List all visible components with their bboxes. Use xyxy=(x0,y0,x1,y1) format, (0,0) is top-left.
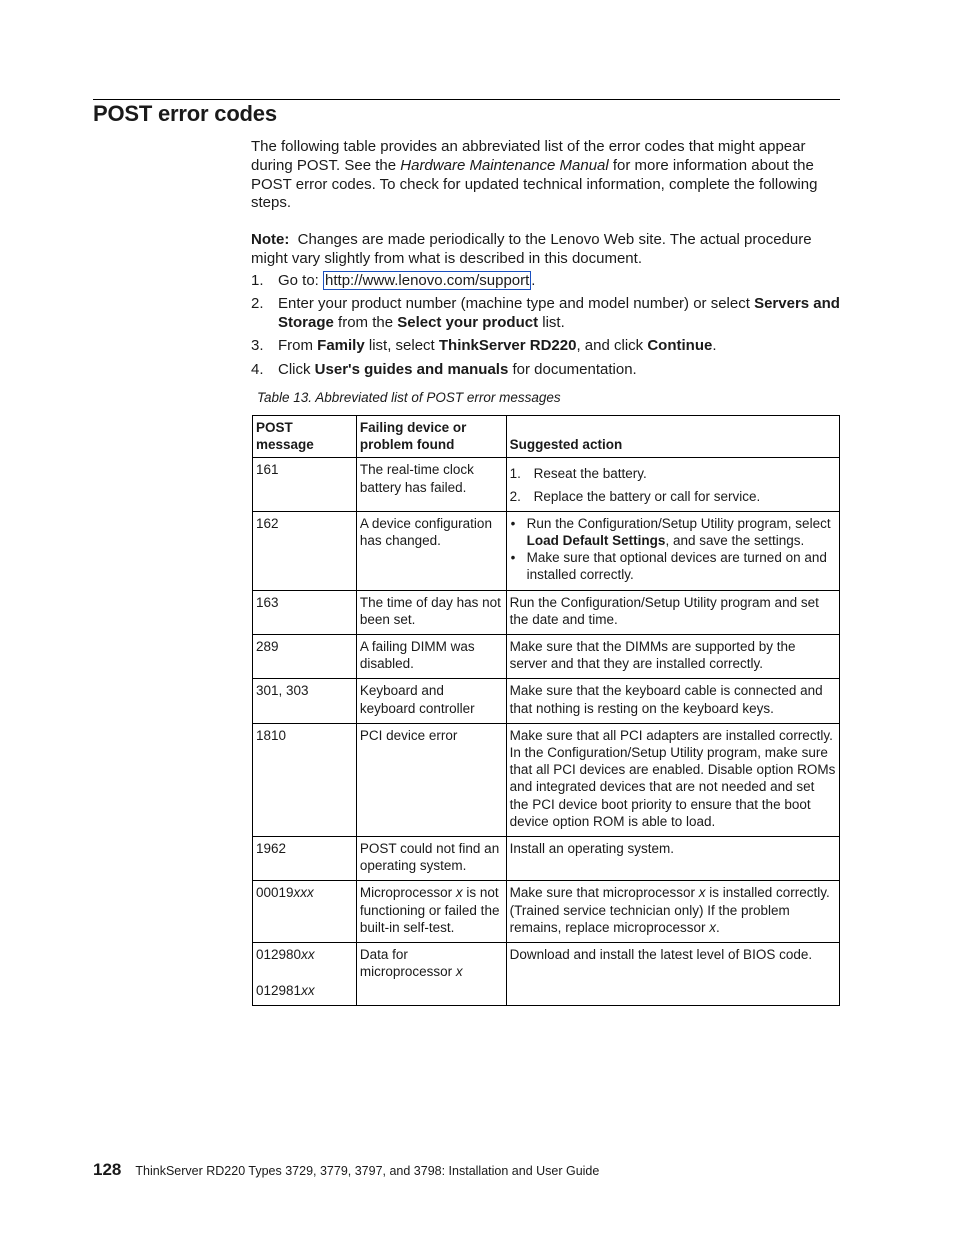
intro-paragraph xyxy=(251,138,843,213)
suggested-action xyxy=(506,458,839,511)
code-variable: xx xyxy=(301,947,315,963)
action-text: Make sure that microprocessor xyxy=(509,885,699,901)
column-header-failing-device: Failing device or problem found xyxy=(356,416,506,458)
table-row xyxy=(253,511,840,590)
action-text: Run the Configuration/Setup Utility program, select xyxy=(526,515,831,531)
action-bullet: • Make sure that optional devices are turned on and installed correctly. xyxy=(510,550,827,583)
table-row xyxy=(253,458,840,511)
failing-device: A failing DIMM was disabled. xyxy=(356,635,506,679)
manual-title: Hardware Maintenance Manual xyxy=(400,156,609,174)
step-text: Go to: xyxy=(278,272,324,289)
action-variable: x xyxy=(698,885,706,901)
note-paragraph xyxy=(251,231,843,269)
suggested-action: Make sure that the DIMMs are supported by the server and that they are installed correctly. xyxy=(506,635,839,679)
steps-list xyxy=(251,272,843,384)
step-text: Enter your product number (machine type and model number) or select xyxy=(278,295,755,313)
step-text: From xyxy=(278,337,318,355)
step-item xyxy=(251,361,843,380)
suggested-action: Run the Configuration/Setup Utility program and set the date and time. xyxy=(506,590,839,634)
support-link[interactable]: http://www.lenovo.com/support xyxy=(325,272,530,289)
step-text: . xyxy=(712,337,717,355)
failing-device: The real-time clock battery has failed. xyxy=(356,458,506,511)
action-bullet: • Run the Configuration/Setup Utility program, select Load Default Settings, and save the settings. xyxy=(510,515,831,549)
action-text: , and save the settings. xyxy=(665,533,805,549)
step-bold: Servers and Storage xyxy=(278,295,840,332)
suggested-action: Install an operating system. xyxy=(506,837,839,881)
failing-device: A device configuration has changed. xyxy=(356,511,506,590)
suggested-action: Make sure that all PCI adapters are installed correctly. In the Configuration/Setup Utility program, make sure that all PCI devices are enabled. Disable option ROMs and integrated devices that are not needed and set the PCI device boot priority to ensure that the boot device option ROM is able to load. xyxy=(506,723,839,836)
post-code: 162 xyxy=(253,511,357,590)
step-text: , and click xyxy=(576,337,648,355)
step-number: 3. xyxy=(251,337,264,355)
failing-device xyxy=(356,881,506,943)
column-header-suggested-action: Suggested action xyxy=(506,416,839,458)
action-bold: Load Default Settings xyxy=(526,533,666,549)
step-item xyxy=(251,272,843,291)
failing-device xyxy=(356,943,506,1006)
action-variable: x xyxy=(709,919,716,935)
step-number: 1. xyxy=(251,272,264,289)
code-prefix: 00019 xyxy=(256,885,294,901)
suggested-action xyxy=(506,511,839,590)
action-step: 2. Replace the battery or call for service. xyxy=(509,488,761,504)
post-error-table xyxy=(252,415,840,1006)
post-code: 161 xyxy=(253,458,357,511)
step-text: for documentation. xyxy=(508,360,637,378)
failing-device: POST could not find an operating system. xyxy=(356,837,506,881)
post-code xyxy=(253,943,357,1006)
device-text: Data for microprocessor xyxy=(359,947,456,980)
table-row xyxy=(253,837,840,881)
action-text: . xyxy=(716,919,720,935)
document-title: ThinkServer RD220 Types 3729, 3779, 3797, and 3798: Installation and User Guide xyxy=(135,1164,600,1178)
intro-text-2: for more information about the POST error codes. To check for updated technical information, complete the following steps. xyxy=(251,156,818,212)
post-code: 1962 xyxy=(253,837,357,881)
table-row xyxy=(253,590,840,634)
code-variable: xxx xyxy=(293,885,314,901)
device-variable: x xyxy=(455,964,463,980)
failing-device: Keyboard and keyboard controller xyxy=(356,679,506,723)
failing-device: PCI device error xyxy=(356,723,506,836)
post-code: 301, 303 xyxy=(253,679,357,723)
step-text: Click xyxy=(278,360,315,378)
table-row xyxy=(253,679,840,723)
column-header-post-message: POST message xyxy=(253,416,357,458)
step-bold: Family xyxy=(317,337,365,355)
heading-rule xyxy=(93,99,840,100)
failing-device: The time of day has not been set. xyxy=(356,590,506,634)
step-text: list, select xyxy=(364,337,439,355)
note-label: Note: xyxy=(251,231,290,248)
action-text: Make sure that optional devices are turned on and installed correctly. xyxy=(526,550,827,583)
page-number: 128 xyxy=(93,1160,122,1179)
suggested-action: Make sure that the keyboard cable is connected and that nothing is resting on the keyboard keys. xyxy=(506,679,839,723)
post-code-line xyxy=(256,982,353,999)
device-variable: x xyxy=(455,885,463,901)
action-step: 1. Reseat the battery. xyxy=(509,466,647,482)
step-bold: Continue xyxy=(647,337,713,355)
step-text: list. xyxy=(538,314,565,332)
suggested-action xyxy=(506,881,839,943)
table-row xyxy=(253,943,840,1006)
post-code xyxy=(253,881,357,943)
step-text: . xyxy=(531,272,536,289)
table-row xyxy=(253,723,840,836)
table-row xyxy=(253,881,840,943)
step-bold: Select your product xyxy=(397,314,539,332)
action-step-text: Reseat the battery. xyxy=(533,466,647,482)
device-text: Microprocessor xyxy=(359,885,456,901)
page-footer xyxy=(93,1160,599,1180)
action-step-text: Replace the battery or call for service. xyxy=(533,488,761,504)
page-heading: POST error codes xyxy=(93,101,277,126)
table-row xyxy=(253,635,840,679)
code-variable: xx xyxy=(301,983,315,999)
post-code: 163 xyxy=(253,590,357,634)
step-item xyxy=(251,295,843,333)
code-prefix: 012981 xyxy=(256,983,302,999)
note-text: Changes are made periodically to the Lenovo Web site. The actual procedure might vary slightly from what is described in this document. xyxy=(251,231,812,267)
table-caption: Table 13. Abbreviated list of POST error messages xyxy=(257,390,561,405)
step-text: from the xyxy=(333,314,398,332)
step-number: 4. xyxy=(251,360,264,378)
intro-text-1: The following table provides an abbreviated list of the error codes that might appear during POST. See the xyxy=(251,138,806,174)
action-text: is installed correctly. (Trained service technician only) If the problem remains, replace microprocessor xyxy=(509,885,830,935)
step-item xyxy=(251,337,843,356)
step-bold: User's guides and manuals xyxy=(314,360,509,378)
table-header-row xyxy=(253,416,840,458)
post-code: 289 xyxy=(253,635,357,679)
step-number: 2. xyxy=(251,295,264,313)
post-code: 1810 xyxy=(253,723,357,836)
suggested-action: Download and install the latest level of BIOS code. xyxy=(506,943,839,1006)
code-prefix: 012980 xyxy=(256,947,302,963)
device-text: is not functioning or failed the built-in self-test. xyxy=(359,885,500,935)
post-code-line xyxy=(256,946,353,963)
step-bold: ThinkServer RD220 xyxy=(438,337,577,355)
